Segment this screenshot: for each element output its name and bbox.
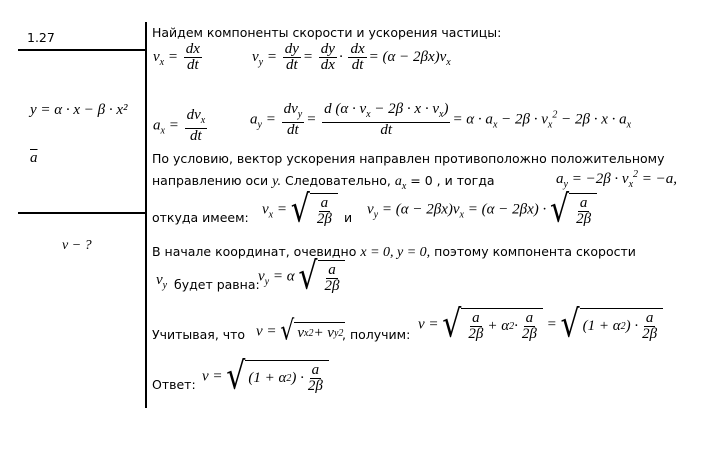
origin-line: В начале координат, очевидно x = 0, y = 0, поэтому компонента скорости bbox=[152, 244, 636, 260]
v-result: v = √ $\frac{a}{2\beta}$ + α 2 · $\frac{a}{2\beta}$ = √ (1 + α 2 ) · $\frac{a}{2\beta}$ bbox=[418, 308, 663, 342]
condition-line-2: направлению оси y. Следовательно, $a_x = 0$ , и тогда bbox=[152, 173, 495, 192]
vx-result: $v_x$ = √ $\frac{a}{2\beta}$ bbox=[262, 193, 338, 227]
answer-label: Ответ: bbox=[152, 377, 196, 392]
horizontal-divider-bottom bbox=[18, 212, 146, 214]
vy-origin-formula: $v_y = \alpha$ √ $\frac{a}{2\beta}$ bbox=[258, 260, 345, 294]
whence-text: откуда имеем: bbox=[152, 210, 249, 225]
get-text: , получим: bbox=[342, 327, 411, 342]
vy-result: $v_y = (\alpha - 2\beta x)v_x = (\alpha - 2\beta x)$ · √ $\frac{a}{2\beta}$ bbox=[367, 193, 597, 227]
given-acceleration: $\overline{a}$ bbox=[30, 150, 38, 166]
ay-condition: $a_y = -2\beta \cdot v_x^2 = -a$, bbox=[556, 169, 678, 190]
ax-formula: $a_x$ = $\frac{dv_x}{dt}$ bbox=[153, 107, 206, 144]
problem-number: 1.27 bbox=[27, 30, 55, 45]
and-word: и bbox=[344, 210, 353, 225]
vx-formula: $v_x$ = $\frac{dx}{dt}$ bbox=[153, 41, 200, 73]
horizontal-divider-top bbox=[18, 49, 146, 51]
vy-label-symbol: $v_y$ bbox=[156, 272, 168, 291]
v-definition: v = √ v x 2 + v y 2 bbox=[256, 315, 344, 347]
given-expression: y = α · x − β · x² bbox=[30, 102, 128, 118]
vy-label-text: будет равна: bbox=[174, 277, 260, 292]
intro-text: Найдем компоненты скорости и ускорения частицы: bbox=[152, 25, 502, 40]
answer-formula: v = √ (1 + α 2 ) · $\frac{a}{2\beta}$ bbox=[202, 360, 329, 394]
condition-line-1: По условию, вектор ускорения направлен противоположно положительному bbox=[152, 151, 665, 166]
ay-formula: $a_y$ = $\frac{dv_y}{dt}$ = $\frac{d (\alpha \cdot v_x - 2\beta \cdot x \cdot v_x)}{dt}$ = $\alpha \cdot a_x - 2\beta \cdot v_x^2 - 2\beta \cdot x \cdot a_x$ bbox=[250, 101, 632, 138]
vy-formula: $v_y$ = $\frac{dy}{dt}$ = $\frac{dy}{dx}$ · $\frac{dx}{dt}$ = $(\alpha - 2\beta x)v_x$ bbox=[252, 41, 451, 73]
vertical-divider bbox=[145, 22, 147, 408]
consider-text: Учитывая, что bbox=[152, 327, 246, 342]
find-label: v − ? bbox=[62, 238, 92, 253]
